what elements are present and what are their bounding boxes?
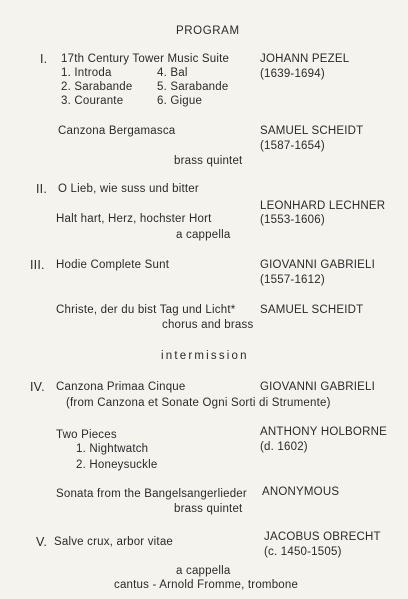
composer-name: SAMUEL SCHEIDT: [260, 304, 364, 316]
section-numeral-4: IV.: [30, 380, 45, 394]
work-title: Canzona Primaa Cinque: [56, 381, 186, 393]
ensemble-note: a cappella: [176, 229, 231, 241]
ensemble-note: brass quintet: [174, 155, 243, 167]
movement-item: 5. Sarabande: [157, 81, 229, 93]
ensemble-note: chorus and brass: [162, 319, 254, 331]
section-numeral-3: III.: [30, 258, 45, 272]
performer-credit: cantus - Arnold Fromme, trombone: [114, 579, 299, 591]
movement-item: 2. Sarabande: [61, 81, 133, 93]
composer-name: LEONHARD LECHNER: [260, 200, 386, 212]
intermission-label: intermission: [161, 350, 249, 362]
ensemble-note: brass quintet: [174, 503, 243, 515]
composer-name: JACOBUS OBRECHT: [264, 531, 381, 543]
section-numeral-2: II.: [36, 182, 48, 196]
work-title: Christe, der du bist Tag und Licht*: [56, 304, 236, 316]
piece-item: 2. Honeysuckle: [76, 459, 158, 471]
composer-name: ANTHONY HOLBORNE: [260, 426, 387, 438]
work-title: O Lieb, wie suss und bitter: [58, 183, 199, 195]
ensemble-note: a cappella: [176, 565, 231, 577]
work-title: Salve crux, arbor vitae: [54, 536, 174, 548]
work-title: Two Pieces: [56, 429, 117, 441]
work-title: 17th Century Tower Music Suite: [61, 53, 230, 65]
movement-item: 6. Gigue: [157, 95, 203, 107]
work-source: (from Canzona et Sonate Ogni Sorti di Strumente): [66, 397, 331, 409]
composer-name: ANONYMOUS: [262, 486, 340, 498]
section-numeral-1: I.: [40, 52, 48, 66]
movement-item: 3. Courante: [61, 95, 124, 107]
composer-name: GIOVANNI GABRIELI: [260, 259, 376, 271]
composer-dates: (1639-1694): [260, 68, 325, 80]
composer-name: SAMUEL SCHEIDT: [260, 125, 364, 137]
composer-dates: (c. 1450-1505): [264, 546, 342, 558]
composer-name: GIOVANNI GABRIELI: [260, 381, 376, 393]
composer-dates: (d. 1602): [260, 441, 308, 453]
composer-dates: (1587-1654): [260, 140, 325, 152]
movement-item: 1. Introda: [61, 67, 112, 79]
work-title: Hodie Complete Sunt: [56, 259, 170, 271]
work-title: Canzona Bergamasca: [58, 125, 176, 137]
section-numeral-5: V.: [36, 535, 48, 549]
piece-item: 1. Nightwatch: [76, 443, 149, 455]
work-title: Sonata from the Bangelsangerlieder: [56, 488, 247, 500]
program-title: PROGRAM: [176, 25, 240, 37]
work-title: Halt hart, Herz, hochster Hort: [56, 213, 212, 225]
composer-dates: (1553-1606): [260, 214, 325, 226]
composer-dates: (1557-1612): [260, 274, 325, 286]
composer-name: JOHANN PEZEL: [260, 53, 350, 65]
movement-item: 4. Bal: [157, 67, 188, 79]
